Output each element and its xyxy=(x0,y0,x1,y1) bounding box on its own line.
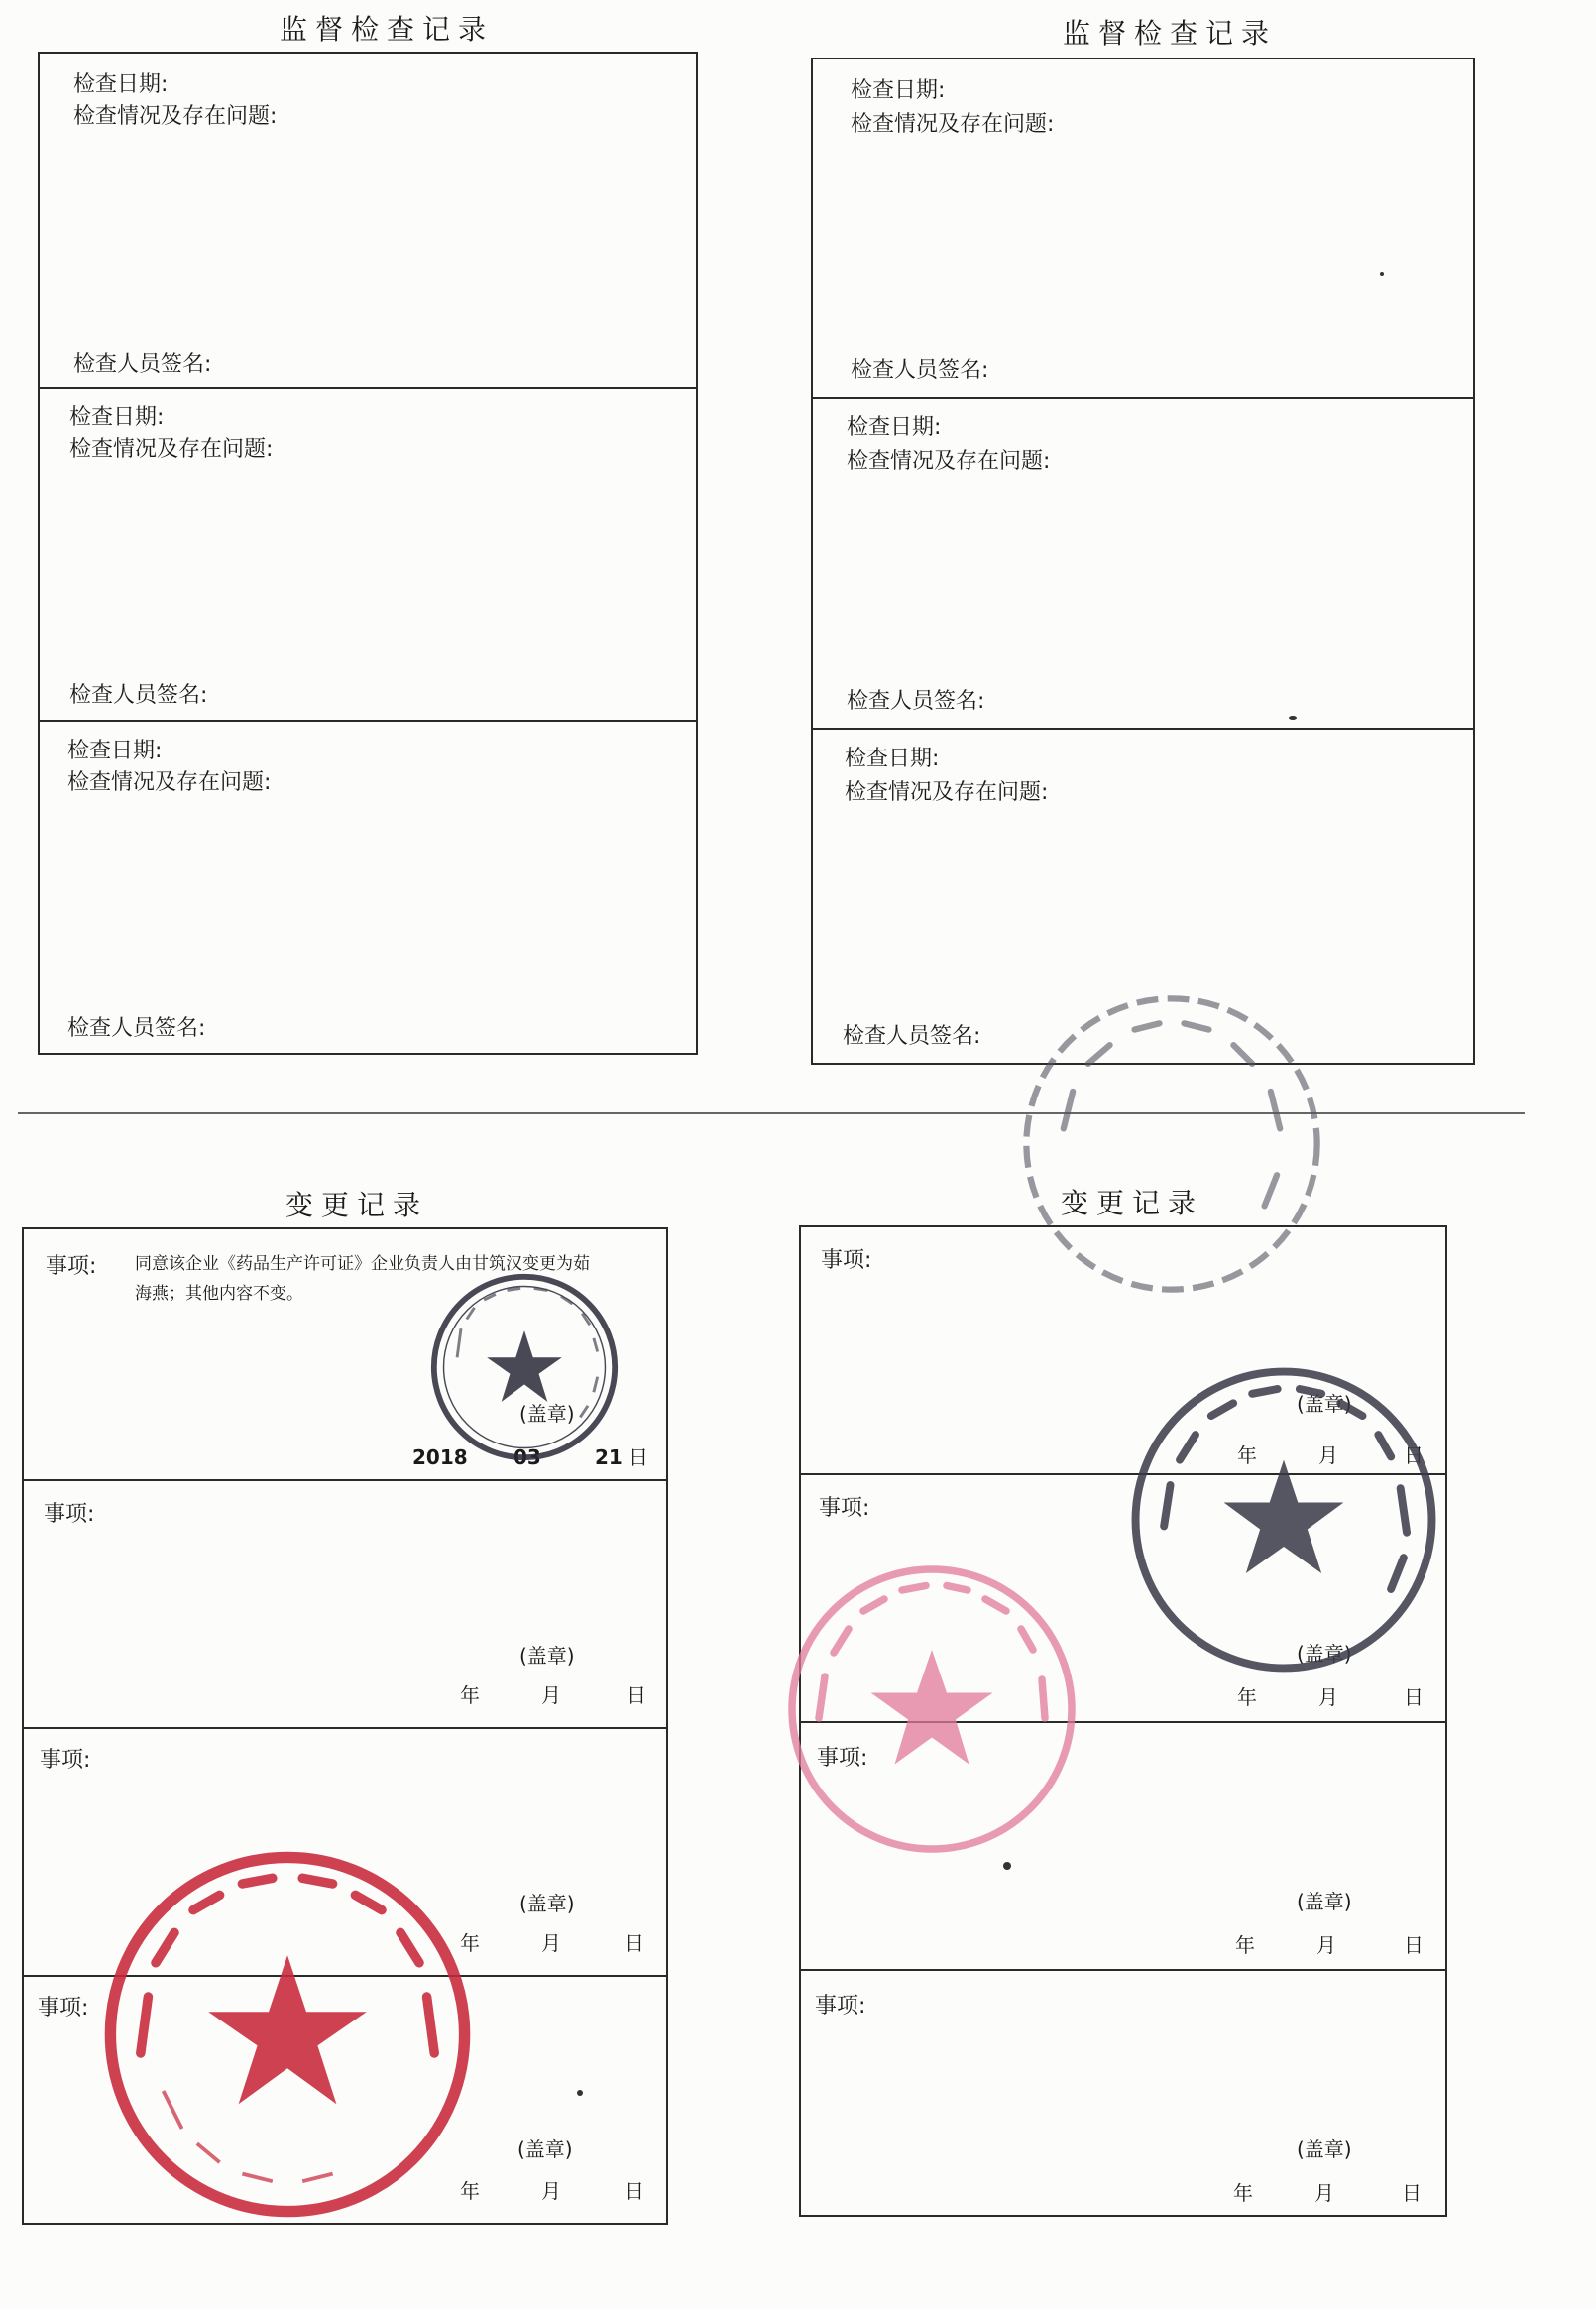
inspection-panel-right xyxy=(811,58,1475,1065)
day-label: 日 xyxy=(627,1683,646,1707)
inspection-entry xyxy=(813,59,1473,399)
scan-speck xyxy=(577,2090,583,2096)
inspection-panel-left xyxy=(38,52,698,1055)
item-label: 事项: xyxy=(40,1748,91,1773)
month-label: 月 xyxy=(541,1931,561,1955)
year-label: 年 xyxy=(1237,1685,1257,1709)
issue-label: 检查情况及存在问题: xyxy=(851,112,1055,137)
entry-text-line1: 同意该企业《药品生产许可证》企业负责人由甘筑汉变更为茹 xyxy=(135,1254,590,1274)
day-label: 日 xyxy=(1404,1443,1424,1467)
change-entry xyxy=(24,1481,666,1729)
change-title-right: 变更记录 xyxy=(1060,1187,1203,1219)
day-label: 日 xyxy=(1404,1933,1424,1957)
date-label: 检查日期: xyxy=(73,72,169,97)
issue-label: 检查情况及存在问题: xyxy=(847,449,1051,474)
signer-label: 检查人员签名: xyxy=(851,358,989,383)
company-seal-red xyxy=(99,1846,476,2223)
official-seal xyxy=(428,1271,621,1463)
inspection-entry xyxy=(40,389,696,722)
stamp-label: (盖章) xyxy=(519,1402,575,1426)
day-label: 日 xyxy=(628,1445,648,1469)
scan-speck xyxy=(1380,272,1384,276)
month-label: 月 xyxy=(1318,1443,1338,1467)
item-label: 事项: xyxy=(817,1746,868,1771)
date-label: 检查日期: xyxy=(847,415,942,440)
stamp-label: (盖章) xyxy=(1297,1642,1352,1666)
item-label: 事项: xyxy=(821,1248,872,1273)
date-label: 检查日期: xyxy=(851,78,946,103)
month-label: 月 xyxy=(541,2179,561,2203)
month-label: 月 xyxy=(1314,2181,1334,2205)
day-label: 日 xyxy=(625,2179,644,2203)
entry-day: 21 xyxy=(595,1445,623,1469)
stamp-label: (盖章) xyxy=(1297,1392,1352,1416)
inspection-entry xyxy=(40,722,696,1055)
day-label: 日 xyxy=(1402,2181,1422,2205)
month-label: 月 xyxy=(1318,1685,1338,1709)
scan-speck xyxy=(1003,1862,1011,1870)
signer-label: 检查人员签名: xyxy=(67,1016,206,1041)
month-label: 月 xyxy=(1316,1933,1336,1957)
stamp-label: (盖章) xyxy=(517,2137,573,2161)
day-label: 日 xyxy=(625,1931,644,1955)
stamp-label: (盖章) xyxy=(1297,1890,1352,1913)
year-label: 年 xyxy=(460,2179,480,2203)
date-label: 检查日期: xyxy=(69,405,165,430)
inspection-title-left: 监督检查记录 xyxy=(279,13,494,46)
year-label: 年 xyxy=(460,1931,480,1955)
item-label: 事项: xyxy=(44,1502,95,1527)
entry-text-line2: 海燕；其他内容不变。 xyxy=(135,1284,303,1304)
signer-label: 检查人员签名: xyxy=(73,352,212,377)
year-label: 年 xyxy=(1237,1443,1257,1467)
issue-label: 检查情况及存在问题: xyxy=(845,780,1049,805)
item-label: 事项: xyxy=(46,1254,97,1279)
inspection-entry xyxy=(813,399,1473,730)
faded-seal xyxy=(1017,981,1326,1307)
stamp-label: (盖章) xyxy=(1297,2137,1352,2161)
signer-label: 检查人员签名: xyxy=(843,1024,981,1049)
change-entry xyxy=(801,1971,1445,2217)
inspection-title-right: 监督检查记录 xyxy=(1062,17,1277,50)
item-label: 事项: xyxy=(819,1496,870,1521)
year-label: 年 xyxy=(460,1683,480,1707)
signer-label: 检查人员签名: xyxy=(69,683,208,708)
month-label: 月 xyxy=(541,1683,561,1707)
entry-year: 2018 xyxy=(412,1445,468,1469)
item-label: 事项: xyxy=(38,1996,89,2020)
entry-month: 03 xyxy=(513,1445,541,1469)
scan-speck xyxy=(1289,716,1297,720)
signer-label: 检查人员签名: xyxy=(847,689,985,714)
issue-label: 检查情况及存在问题: xyxy=(67,770,272,795)
item-label: 事项: xyxy=(815,1994,866,2019)
stamp-label: (盖章) xyxy=(519,1644,575,1668)
date-label: 检查日期: xyxy=(845,747,940,771)
company-seal-pink xyxy=(783,1560,1081,1858)
date-label: 检查日期: xyxy=(67,739,163,763)
inspection-entry xyxy=(40,54,696,389)
issue-label: 检查情况及存在问题: xyxy=(69,437,274,462)
company-seal-gray xyxy=(1126,1362,1441,1677)
year-label: 年 xyxy=(1233,2181,1253,2205)
stamp-label: (盖章) xyxy=(519,1892,575,1915)
issue-label: 检查情况及存在问题: xyxy=(73,104,278,129)
change-title-left: 变更记录 xyxy=(285,1189,428,1221)
day-label: 日 xyxy=(1404,1685,1424,1709)
year-label: 年 xyxy=(1235,1933,1255,1957)
